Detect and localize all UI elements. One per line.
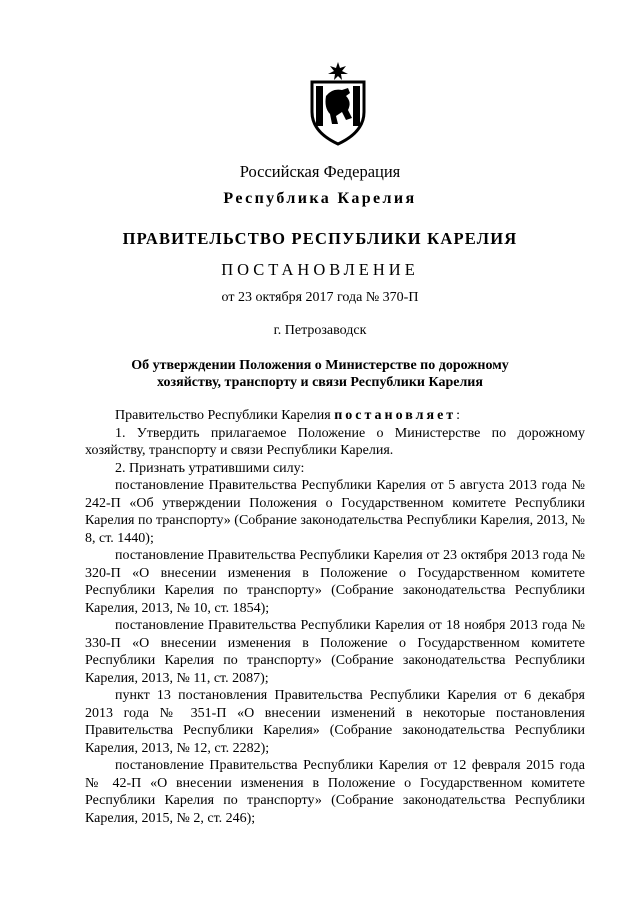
body-paragraph: пункт 13 постановления Правительства Республики Карелия от 6 декабря 2013 года № 351-П «О внесении изменений в некоторые постановления Правительства Республики Карелия» (Собрание законодательства Республики Карелия, 2013, № 12, ст. 2282); — [85, 688, 585, 756]
body-paragraph: постановление Правительства Республики Карелия от 18 ноября 2013 года № 330-П «О внесении изменения в Положение о Государственном комитете Республики Карелия по транспорту» (Собрание законодательства Республики Карелия, 2013, № 11, ст. 2087); — [85, 618, 585, 686]
karelia-coat-of-arms-icon — [302, 60, 374, 148]
body-paragraph: 1. Утвердить прилагаемое Положение о Министерстве по дорожному хозяйству, транспорту и связи Республики Карелия. — [85, 425, 585, 458]
document-body — [85, 407, 585, 827]
document-date: от 23 октября 2017 года № 370-П — [221, 290, 419, 305]
document-subject: Об утверждении Положения о Министерстве по дорожному хозяйству, транспорту и связи Республики Карелия — [131, 358, 509, 390]
intro-paragraph — [85, 407, 585, 425]
republic-title: Республика Карелия — [223, 190, 417, 207]
document-type: ПОСТАНОВЛЕНИЕ — [221, 260, 419, 279]
federation-title: Российская Федерация — [239, 162, 401, 181]
body-paragraph: постановление Правительства Республики Карелия от 12 февраля 2015 года № 42-П «О внесении изменения в Положение о Государственном комитете Республики Карелия по транспорту» (Собрание законодательства Республики Карелия, 2015, № 2, ст. 246); — [85, 758, 585, 826]
body-paragraph: 2. Признать утратившими силу: — [115, 460, 305, 476]
intro-prefix: Правительство Республики Карелия — [115, 408, 335, 423]
government-title: ПРАВИТЕЛЬСТВО РЕСПУБЛИКИ КАРЕЛИЯ — [122, 229, 518, 248]
body-paragraph: постановление Правительства Республики Карелия от 23 октября 2013 года № 320-П «О внесении изменения в Положение о Государственном комитете Республики Карелия по транспорту» (Собрание законодательства Республики Карелия, 2013, № 10, ст. 1854); — [85, 548, 585, 616]
body-paragraph: постановление Правительства Республики Карелия от 5 августа 2013 года № 242-П «Об утверждении Положения о Государственном комитете Республики Карелия по транспорту» (Собрание законодательства Республики Карелия, 2013, № 8, ст. 1440); — [85, 478, 585, 546]
intro-spaced-word: постановляет — [334, 408, 457, 423]
intro-suffix: : — [456, 408, 461, 423]
document-city: г. Петрозаводск — [273, 323, 367, 338]
